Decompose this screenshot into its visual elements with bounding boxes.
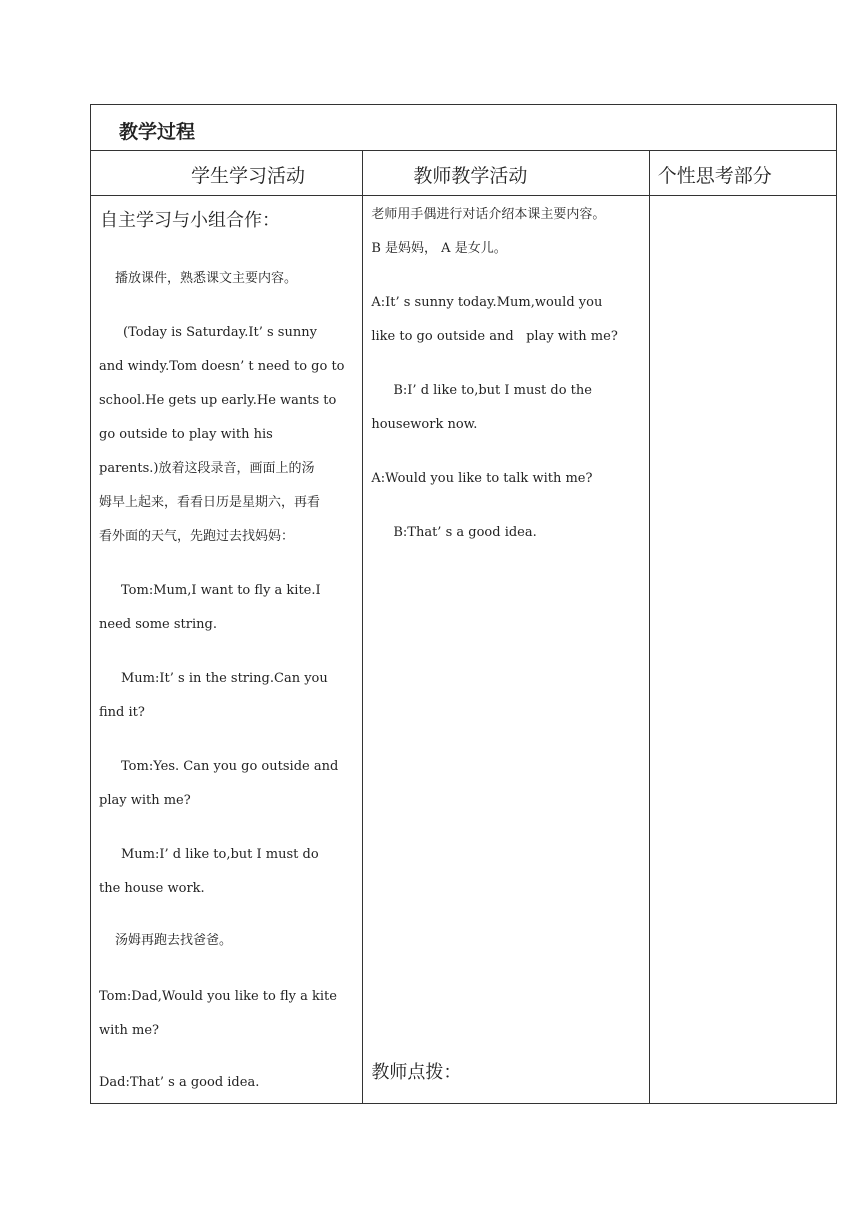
student-intro: 播放课件，熟悉课文主要内容。 [115, 271, 298, 286]
header-thinking-label: 个性思考部分 [657, 165, 772, 187]
student-note-dad: 汤姆再跑去找爸爸。 [115, 933, 233, 948]
teacher-guidance-heading: 教师点拨： [371, 1062, 462, 1083]
dialogue-3-line-1: Tom:Yes. Can you go outside and [121, 759, 339, 774]
teacher-a2: A:Would you like to talk with me? [371, 471, 593, 486]
header-student-activity [91, 151, 363, 196]
dialogue-5-line-2: with me? [99, 1023, 160, 1038]
story-line-3: school.He gets up early.He wants to [99, 393, 337, 408]
story-line-2: and windy.Tom doesn’ t need to go to [99, 359, 345, 374]
student-activity-cell [91, 196, 363, 1104]
dialogue-1-line-2: need some string. [99, 617, 217, 632]
teacher-intro-line-2: B 是妈妈， A 是女儿。 [371, 241, 507, 256]
dialogue-2-line-1: Mum:It’ s in the string.Can you [121, 671, 328, 686]
dialogue-1-line-1: Tom:Mum,I want to fly a kite.I [121, 583, 321, 598]
dialogue-6: Dad:That’ s a good idea. [99, 1075, 260, 1090]
teaching-process-table [90, 104, 837, 1104]
table-title: 教学过程 [119, 121, 196, 143]
teacher-intro-line-1: 老师用手偶进行对话介绍本课主要内容。 [371, 207, 606, 222]
story-line-5: parents.)放着这段录音，画面上的汤 [99, 461, 315, 476]
dialogue-4-line-1: Mum:I’ d like to,but I must do [121, 847, 319, 862]
dialogue-4-line-2: the house work. [99, 881, 205, 896]
dialogue-3-line-2: play with me? [99, 793, 191, 808]
teacher-a1-line-1: A:It’ s sunny today.Mum,would you [371, 295, 603, 310]
story-line-1: (Today is Saturday.It’ s sunny [123, 325, 317, 340]
teacher-b1-line-2: housework now. [371, 417, 478, 432]
teacher-a1-line-2: like to go outside and play with me? [371, 329, 618, 344]
header-personal-thinking [649, 151, 836, 196]
dialogue-5-line-1: Tom:Dad,Would you like to fly a kite [99, 989, 337, 1004]
teacher-b2: B:That’ s a good idea. [393, 525, 537, 540]
story-line-6: 姆早上起来，看看日历是星期六，再看 [99, 495, 321, 510]
dialogue-2-line-2: find it? [99, 705, 145, 720]
header-teacher-label: 教师教学活动 [413, 165, 528, 187]
header-student-label: 学生学习活动 [191, 165, 306, 187]
header-teacher-activity [363, 151, 649, 196]
teacher-activity-cell [363, 196, 649, 1104]
teacher-b1-line-1: B:I’ d like to,but I must do the [393, 383, 592, 398]
personal-thinking-cell [649, 196, 836, 1104]
story-line-4: go outside to play with his [99, 427, 273, 442]
story-line-7: 看外面的天气，先跑过去找妈妈： [99, 529, 295, 544]
table-title-cell [91, 105, 837, 151]
student-heading: 自主学习与小组合作： [100, 210, 280, 231]
